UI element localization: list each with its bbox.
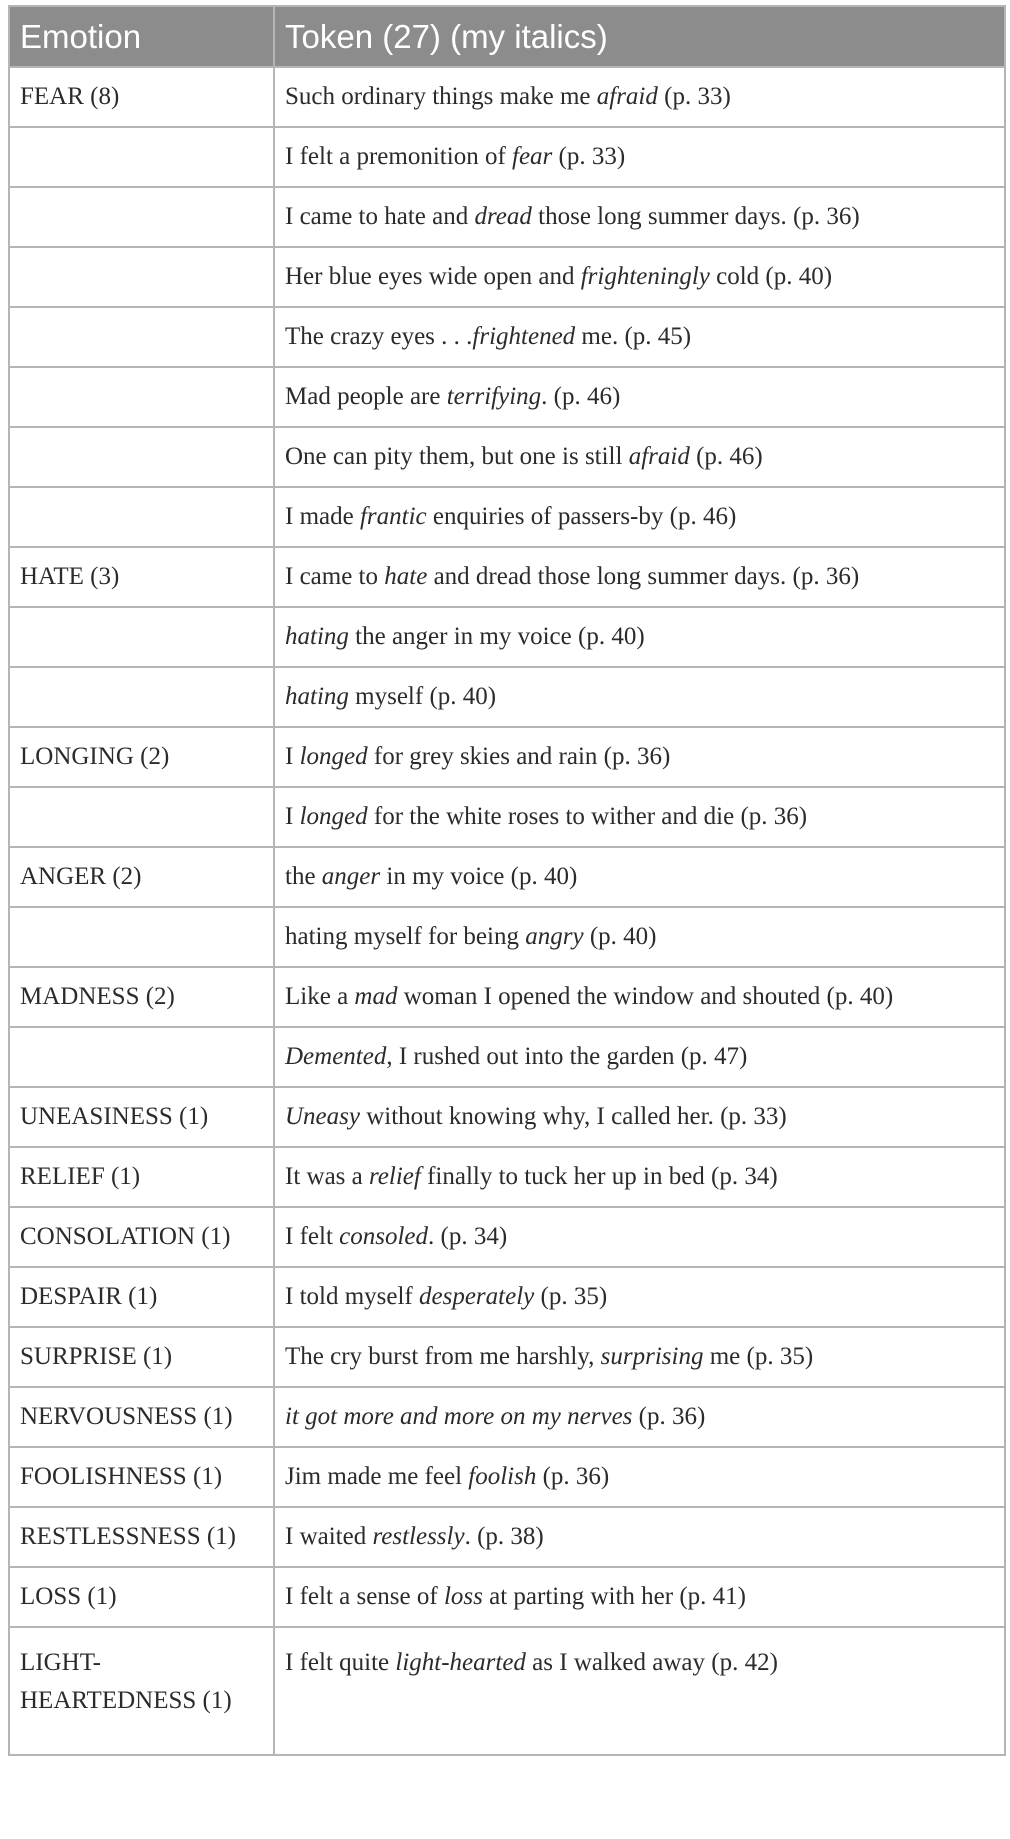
token-cell — [274, 427, 1005, 487]
token-cell — [274, 1327, 1005, 1387]
token-italic-word: fear — [512, 143, 553, 170]
token-cell — [274, 247, 1005, 307]
token-text-post: the anger in my voice (p. 40) — [348, 623, 645, 650]
table-row — [9, 247, 1005, 307]
emotion-cell — [9, 247, 274, 307]
token-text-pre: hating myself for being — [285, 923, 526, 950]
token-cell — [274, 847, 1005, 907]
table-row — [9, 307, 1005, 367]
token-text-post: for grey skies and rain (p. 36) — [367, 743, 671, 770]
table-row — [9, 1087, 1005, 1147]
table-body — [9, 67, 1005, 1755]
token-text-post: and dread those long summer days. (p. 36) — [427, 563, 860, 590]
token-text-pre: It was a — [285, 1163, 369, 1190]
emotion-cell — [9, 307, 274, 367]
token-italic-word: relief — [369, 1163, 421, 1190]
table-row — [9, 1027, 1005, 1087]
emotion-cell — [9, 127, 274, 187]
token-italic-word: longed — [299, 743, 368, 770]
token-text-pre: I came to — [285, 563, 385, 590]
table-row — [9, 907, 1005, 967]
table-row — [9, 727, 1005, 787]
table-row — [9, 607, 1005, 667]
table-row — [9, 487, 1005, 547]
token-cell — [274, 307, 1005, 367]
token-text-pre: Her blue eyes wide open and — [285, 263, 581, 290]
token-italic-word: dread — [474, 203, 532, 230]
token-text-pre: the — [285, 863, 322, 890]
table-row — [9, 967, 1005, 1027]
table-row — [9, 1507, 1005, 1567]
token-text-post: at parting with her (p. 41) — [482, 1583, 746, 1610]
emotion-cell: LONGING (2) — [9, 727, 274, 787]
token-cell — [274, 1507, 1005, 1567]
token-text-post: without knowing why, I called her. (p. 33) — [359, 1103, 787, 1130]
token-cell — [274, 1267, 1005, 1327]
token-text-pre: I felt — [285, 1223, 340, 1250]
token-cell — [274, 547, 1005, 607]
token-text-post: (p. 33) — [657, 83, 731, 110]
token-text-pre: I made — [285, 503, 360, 530]
token-cell — [274, 607, 1005, 667]
emotion-cell: FEAR (8) — [9, 67, 274, 127]
token-text-pre: Mad people are — [285, 383, 447, 410]
token-cell — [274, 787, 1005, 847]
token-text-pre: Such ordinary things make me — [285, 83, 597, 110]
token-italic-word: anger — [321, 863, 381, 890]
token-text-post: for the white roses to wither and die (p. 36) — [367, 803, 808, 830]
token-text-post: (p. 40) — [583, 923, 657, 950]
table-header-row — [9, 6, 1005, 67]
token-italic-word: longed — [299, 803, 368, 830]
token-italic-word: desperately — [419, 1283, 535, 1310]
emotion-cell — [9, 427, 274, 487]
emotion-cell: UNEASINESS (1) — [9, 1087, 274, 1147]
token-cell — [274, 1147, 1005, 1207]
emotion-cell: LIGHT-HEARTEDNESS (1) — [9, 1627, 274, 1755]
emotion-token-table-container — [8, 5, 1004, 1756]
token-text-pre: I waited — [285, 1523, 373, 1550]
token-cell — [274, 67, 1005, 127]
token-text-post: finally to tuck her up in bed (p. 34) — [420, 1163, 778, 1190]
token-text-post: me (p. 35) — [703, 1343, 814, 1370]
token-text-pre: Jim made me feel — [285, 1463, 469, 1490]
token-cell — [274, 127, 1005, 187]
emotion-cell: DESPAIR (1) — [9, 1267, 274, 1327]
table-row — [9, 1327, 1005, 1387]
table-row — [9, 67, 1005, 127]
token-text-pre: The cry burst from me harshly, — [285, 1343, 601, 1370]
emotion-cell — [9, 187, 274, 247]
token-italic-word: frightened — [472, 323, 576, 350]
token-italic-word: frighteningly — [580, 263, 710, 290]
token-cell — [274, 367, 1005, 427]
token-cell — [274, 487, 1005, 547]
token-text-post: cold (p. 40) — [709, 263, 833, 290]
token-italic-word: hate — [384, 563, 428, 590]
token-italic-word: hating — [285, 683, 349, 710]
token-italic-word: terrifying — [446, 383, 542, 410]
token-italic-word: loss — [443, 1583, 483, 1610]
token-text-post: . (p. 46) — [541, 383, 621, 410]
token-italic-word: mad — [354, 983, 398, 1010]
token-cell — [274, 1087, 1005, 1147]
emotion-cell: RELIEF (1) — [9, 1147, 274, 1207]
token-cell — [274, 187, 1005, 247]
emotion-cell: NERVOUSNESS (1) — [9, 1387, 274, 1447]
token-text-post: (p. 36) — [632, 1403, 706, 1430]
token-text-post: me. (p. 45) — [575, 323, 692, 350]
table-row — [9, 547, 1005, 607]
token-text-post: . (p. 34) — [428, 1223, 508, 1250]
token-text-pre: I felt quite — [285, 1649, 396, 1676]
emotion-cell — [9, 367, 274, 427]
token-text-pre: Like a — [285, 983, 355, 1010]
token-text-post: in my voice (p. 40) — [380, 863, 578, 890]
token-text-pre: I came to hate and — [285, 203, 475, 230]
token-cell — [274, 907, 1005, 967]
token-text-post: . (p. 38) — [464, 1523, 544, 1550]
emotion-cell: ANGER (2) — [9, 847, 274, 907]
token-italic-word: it got more and more on my nerves — [285, 1403, 633, 1430]
token-cell — [274, 667, 1005, 727]
token-text-pre: I — [285, 743, 300, 770]
token-cell — [274, 1387, 1005, 1447]
token-text-post: (p. 33) — [552, 143, 626, 170]
table-row — [9, 667, 1005, 727]
token-italic-word: restlessly — [372, 1523, 465, 1550]
table-row — [9, 367, 1005, 427]
emotion-cell — [9, 1027, 274, 1087]
token-italic-word: frantic — [359, 503, 427, 530]
token-text-post: , I rushed out into the garden (p. 47) — [386, 1043, 748, 1070]
table-row — [9, 1147, 1005, 1207]
token-text-post: myself (p. 40) — [348, 683, 497, 710]
token-italic-word: foolish — [468, 1463, 537, 1490]
token-italic-word: Uneasy — [285, 1103, 360, 1130]
table-row — [9, 427, 1005, 487]
token-text-post: enquiries of passers-by (p. 46) — [426, 503, 737, 530]
emotion-cell — [9, 907, 274, 967]
emotion-cell: RESTLESSNESS (1) — [9, 1507, 274, 1567]
emotion-cell: CONSOLATION (1) — [9, 1207, 274, 1267]
emotion-cell: SURPRISE (1) — [9, 1327, 274, 1387]
token-cell — [274, 1207, 1005, 1267]
emotion-cell — [9, 787, 274, 847]
token-text-pre: I felt a premonition of — [285, 143, 513, 170]
token-text-pre: I — [285, 803, 300, 830]
header-emotion: Emotion — [9, 6, 274, 67]
token-italic-word: surprising — [600, 1343, 704, 1370]
emotion-cell: FOOLISHNESS (1) — [9, 1447, 274, 1507]
emotion-cell — [9, 607, 274, 667]
emotion-cell: HATE (3) — [9, 547, 274, 607]
token-text-post: woman I opened the window and shouted (p. 40) — [397, 983, 894, 1010]
table-row — [9, 1567, 1005, 1627]
token-text-post: (p. 35) — [534, 1283, 608, 1310]
table-row — [9, 1627, 1005, 1755]
token-italic-word: consoled — [339, 1223, 429, 1250]
token-text-pre: One can pity them, but one is still — [285, 443, 629, 470]
token-text-post: (p. 46) — [689, 443, 763, 470]
token-cell — [274, 727, 1005, 787]
token-text-post: those long summer days. (p. 36) — [531, 203, 860, 230]
token-italic-word: hating — [285, 623, 349, 650]
emotion-cell — [9, 667, 274, 727]
emotion-cell: MADNESS (2) — [9, 967, 274, 1027]
token-cell — [274, 1567, 1005, 1627]
token-text-post: as I walked away (p. 42) — [525, 1649, 778, 1676]
emotion-cell: LOSS (1) — [9, 1567, 274, 1627]
token-cell — [274, 1027, 1005, 1087]
token-italic-word: light-hearted — [395, 1649, 526, 1676]
token-text-post: (p. 36) — [536, 1463, 610, 1490]
table-row — [9, 127, 1005, 187]
table-row — [9, 187, 1005, 247]
token-italic-word: afraid — [596, 83, 658, 110]
table-row — [9, 787, 1005, 847]
token-text-pre: I felt a sense of — [285, 1583, 444, 1610]
header-token: Token (27) (my italics) — [274, 6, 1005, 67]
token-cell — [274, 1447, 1005, 1507]
table-row — [9, 1267, 1005, 1327]
table-row — [9, 847, 1005, 907]
table-row — [9, 1207, 1005, 1267]
table-row — [9, 1387, 1005, 1447]
token-italic-word: afraid — [628, 443, 690, 470]
token-italic-word: Demented — [285, 1043, 387, 1070]
token-cell — [274, 1627, 1005, 1755]
token-cell — [274, 967, 1005, 1027]
emotion-cell — [9, 487, 274, 547]
table-row — [9, 1447, 1005, 1507]
token-italic-word: angry — [525, 923, 584, 950]
emotion-token-table — [8, 5, 1006, 1756]
token-text-pre: I told myself — [285, 1283, 420, 1310]
token-text-pre: The crazy eyes . . . — [285, 323, 473, 350]
